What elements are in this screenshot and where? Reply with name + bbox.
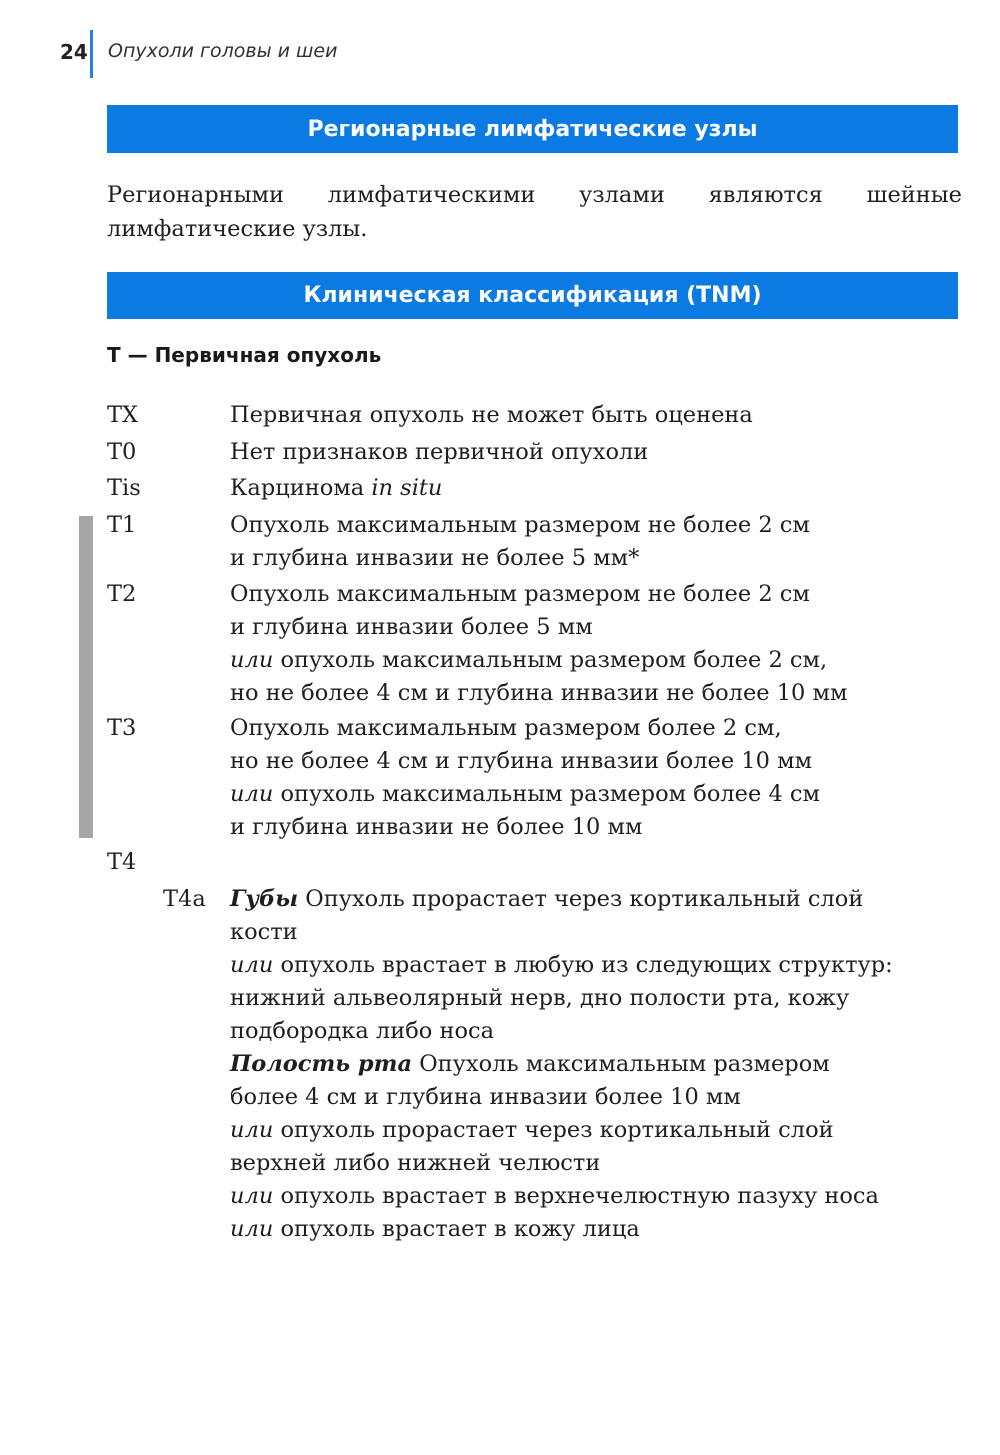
desc-line: [230, 1048, 893, 1081]
or-word: или: [230, 1216, 274, 1242]
t-code-t2: T2: [107, 581, 137, 607]
t-desc-t3: [230, 712, 820, 844]
or-word: или: [230, 781, 274, 807]
desc-line: верхней либо нижней челюсти: [230, 1150, 601, 1176]
t-code-t1: T1: [107, 512, 137, 538]
desc-line: Первичная опухоль не может быть оценена: [230, 402, 753, 428]
desc-text: опухоль врастает в кожу лица: [273, 1216, 640, 1242]
desc-line: нижний альвеолярный нерв, дно полости рта, кожу: [230, 985, 850, 1011]
section-title-tnm: Клиническая классификация (TNM): [303, 283, 762, 308]
desc-line: и глубина инвазии более 5 мм: [230, 614, 593, 640]
desc-line: [230, 472, 442, 505]
t-desc-t2: [230, 578, 848, 710]
desc-line: Опухоль максимальным размером не более 2 см: [230, 512, 810, 538]
or-word: или: [230, 1183, 274, 1209]
in-situ-term: in situ: [371, 475, 443, 501]
section-band-tnm: [107, 272, 958, 319]
desc-line: [230, 1114, 893, 1147]
desc-text: Опухоль максимальным размером: [412, 1051, 830, 1077]
section-band-regional: [107, 105, 958, 153]
t-subheading: T — Первичная опухоль: [107, 343, 382, 367]
t-code-tx: TX: [107, 402, 139, 428]
desc-line: более 4 см и глубина инвазии более 10 мм: [230, 1084, 741, 1110]
t-desc-tis: [230, 472, 442, 505]
desc-text: опухоль максимальным размером более 4 см: [273, 781, 821, 807]
desc-line: [230, 778, 820, 811]
desc-line: подбородка либо носа: [230, 1018, 495, 1044]
or-word: или: [230, 952, 274, 978]
desc-line: и глубина инвазии не более 10 мм: [230, 814, 643, 840]
desc-line: но не более 4 см и глубина инвазии более 10 мм: [230, 748, 813, 774]
t-code-tis: Tis: [107, 475, 141, 501]
desc-line: кости: [230, 919, 298, 945]
desc-line: [230, 1180, 893, 1213]
desc-line: [230, 883, 893, 916]
lips-label: Губы: [230, 886, 299, 912]
t-code-t3: T3: [107, 715, 137, 741]
regional-paragraph: Регионарными лимфатическими узлами являются шейные лимфатические узлы.: [107, 182, 962, 242]
header-divider: [90, 30, 93, 78]
desc-line: и глубина инвазии не более 5 мм*: [230, 545, 640, 571]
t-desc-t0: [230, 436, 648, 469]
desc-line: Опухоль максимальным размером не более 2 см: [230, 581, 810, 607]
desc-line: Нет признаков первичной опухоли: [230, 439, 649, 465]
desc-text: Опухоль прорастает через кортикальный слой: [298, 886, 864, 912]
oral-cavity-label: Полость рта: [230, 1051, 413, 1077]
t-desc-tx: [230, 399, 753, 432]
section-title-regional: Регионарные лимфатические узлы: [307, 116, 758, 142]
or-word: или: [230, 1117, 274, 1143]
desc-text: опухоль максимальным размером более 2 см,: [273, 647, 828, 673]
t-desc-t4a: [230, 883, 893, 1246]
desc-line: [230, 644, 848, 677]
desc-line: Опухоль максимальным размером более 2 см,: [230, 715, 782, 741]
t-code-t4: T4: [107, 849, 137, 875]
running-title: Опухоли головы и шеи: [108, 40, 338, 62]
desc-text: Карцинома: [230, 475, 372, 501]
t-code-t4a: T4a: [163, 886, 206, 912]
or-word: или: [230, 647, 274, 673]
desc-text: опухоль врастает в верхнечелюстную пазуху носа: [273, 1183, 879, 1209]
t-desc-t1: [230, 509, 810, 575]
desc-line: [230, 1213, 893, 1246]
desc-line: [230, 949, 893, 982]
page-number: 24: [60, 40, 88, 64]
t-code-t0: T0: [107, 439, 137, 465]
desc-text: опухоль прорастает через кортикальный слой: [273, 1117, 834, 1143]
change-marker-bar: [79, 516, 93, 838]
desc-line: но не более 4 см и глубина инвазии не более 10 мм: [230, 680, 848, 706]
desc-text: опухоль врастает в любую из следующих структур:: [273, 952, 893, 978]
